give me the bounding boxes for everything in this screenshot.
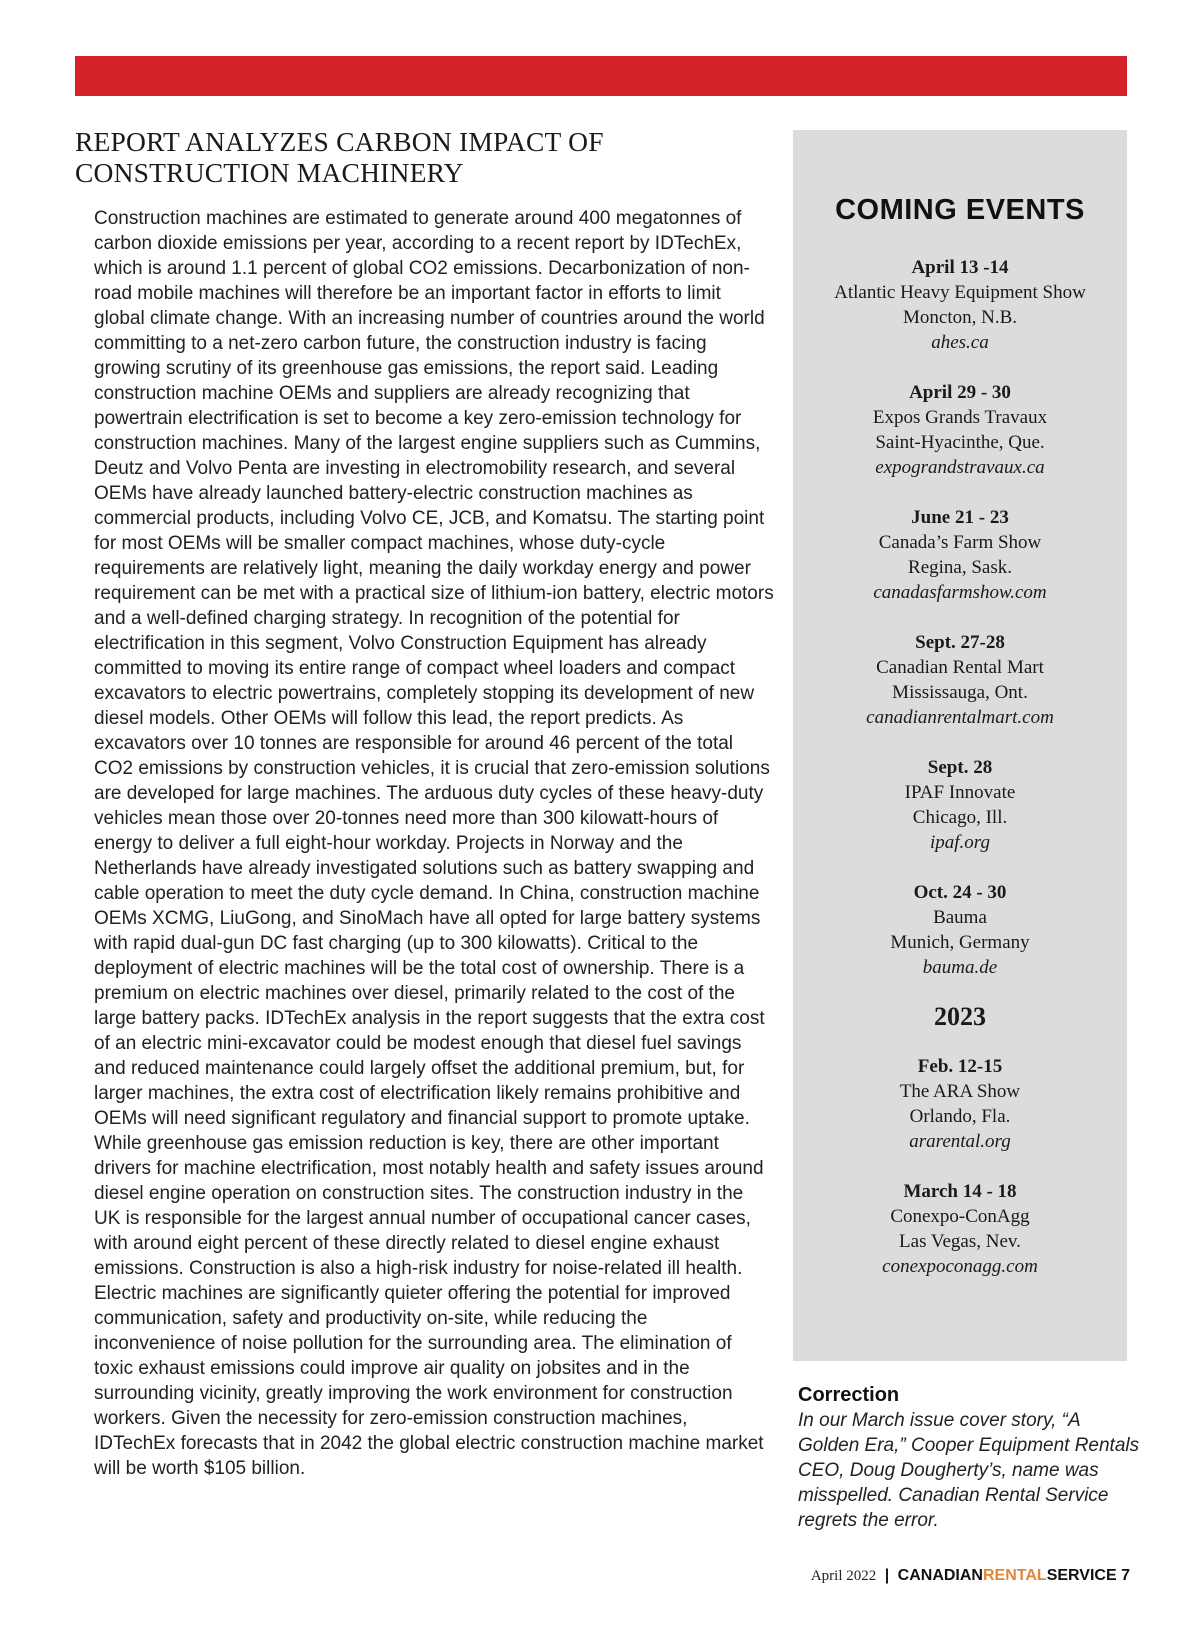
event-location: Chicago, Ill.: [912, 807, 1008, 828]
coming-events-title: COMING EVENTS: [835, 194, 1085, 226]
page-footer: [811, 1566, 1130, 1586]
event-date: Sept. 27-28: [915, 632, 1005, 653]
event-location: Mississauga, Ont.: [892, 682, 1028, 703]
event-name: Conexpo-ConAgg: [890, 1206, 1030, 1227]
event-website: expograndstravaux.ca: [875, 457, 1045, 478]
brand-service: SERVICE: [1046, 1567, 1117, 1584]
year-heading: 2023: [934, 1002, 986, 1031]
coming-events-sidebar: [793, 130, 1127, 1361]
event-name: Canadian Rental Mart: [876, 657, 1044, 678]
event-name: Atlantic Heavy Equipment Show: [834, 282, 1086, 303]
event-date: Feb. 12-15: [917, 1056, 1003, 1077]
article-body: Construction machines are estimated to generate around 400 megatonnes of carbon dioxide emissions per year, according to a recent report by IDTechEx, which is around 1.1 percent of global CO2 emissions. Decarbonization of non-road mobile machines will therefore be an important factor in efforts to limit global climate change. With an increasing number of countries around the world committing to a net-zero carbon future, the construction industry is facing growing scrutiny of its greenhouse gas emissions, the report said. Leading construction machine OEMs and suppliers are already recognizing that powertrain electrification is set to become a key zero-emission technology for construction machines. Many of the largest engine suppliers such as Cummins, Deutz and Volvo Penta are investing in electromobility research, and several OEMs have already launched battery-electric construction machines as commercial products, including Volvo CE, JCB, and Komatsu. The starting point for most OEMs will be smaller compact machines, whose duty-cycle requirements are relatively light, meaning the daily workday energy and power requirement can be met with a practical size of lithium-ion battery, electric motors and a well-defined charging strategy. In recognition of the potential for electrification in this segment, Volvo Construction Equipment has already committed to moving its entire range of compact wheel loaders and compact excavators to electric powertrains, completely stopping its development of new diesel models. Other OEMs will follow this lead, the report predicts. As excavators over 10 tonnes are responsible for around 46 percent of the total CO2 emissions by construction vehicles, it is crucial that zero-emission solutions are developed for large machines. The arduous duty cycles of these heavy-duty vehicles mean those over 20-tonnes need more than 300 kilowatt-hours of energy to deliver a full eight-hour workday. Projects in Norway and the Netherlands have already investigated solutions such as battery swapping and cable operation to meet the duty cycle demand. In China, construction machine OEMs XCMG, LiuGong, and SinoMach have all opted for large battery systems with rapid dual-gun DC fast charging (up to 300 kilowatts). Critical to the deployment of electric machines will be the total cost of ownership. There is a premium on electric machines over diesel, primarily related to the cost of the large battery packs. IDTechEx analysis in the report suggests that the extra cost of an electric mini-excavator could be modest enough that diesel fuel savings and reduced maintenance could largely offset the additional premium, but, for larger machines, the extra cost of electrification likely remains prohibitive and OEMs will need significant regulatory and financial support to promote uptake. While greenhouse gas emission reduction is key, there are other important drivers for machine electrification, most notably health and safety issues around diesel engine operation on construction sites. The construction industry in the UK is responsible for the largest annual number of occupational cancer cases, with around eight percent of these directly related to diesel engine exhaust emissions. Construction is also a high-risk industry for noise-related ill health. Electric machines are significantly quieter offering the potential for improved communication, safety and productivity on-site, while reducing the inconvenience of noise pollution for the surrounding area. The elimination of toxic exhaust emissions could improve air quality on jobsites and in the surrounding vicinity, greatly improving the work environment for construction workers. Given the necessity for zero-emission construction machines, IDTechEx forecasts that in 2042 the global electric construction machine market will be worth $105 billion.: [94, 208, 774, 1479]
events-list: [793, 255, 1127, 1279]
event-website: ararental.org: [909, 1131, 1011, 1152]
event-website: ipaf.org: [930, 832, 990, 853]
event-item: [793, 255, 1127, 355]
issue-date: April 2022: [810, 1568, 877, 1584]
brand-canadian: CANADIAN: [897, 1567, 983, 1584]
article-headline: REPORT ANALYZES CARBON IMPACT OF CONSTRUCTION MACHINERY: [75, 126, 604, 188]
correction-text: In our March issue cover story, “A Golden Era,” Cooper Equipment Rentals CEO, Doug Dougherty’s, name was misspelled. Canadian Rental Service regrets the error.: [798, 1410, 1140, 1531]
event-website: bauma.de: [922, 957, 998, 978]
event-location: Las Vegas, Nev.: [899, 1231, 1021, 1252]
event-item: [793, 505, 1127, 605]
publication-name: [898, 1567, 1117, 1584]
event-location: Orlando, Fla.: [909, 1106, 1011, 1127]
event-location: Regina, Sask.: [908, 557, 1012, 578]
event-website: conexpoconagg.com: [882, 1256, 1038, 1277]
event-location: Munich, Germany: [890, 932, 1030, 953]
event-location: Saint-Hyacinthe, Que.: [875, 432, 1045, 453]
correction-title: Correction: [798, 1384, 900, 1406]
event-date: Sept. 28: [927, 757, 993, 778]
event-date: April 29 - 30: [909, 382, 1011, 403]
header-red-bar: [75, 56, 1127, 96]
correction-notice: [798, 1383, 1143, 1533]
event-website: canadasfarmshow.com: [873, 582, 1047, 603]
event-item: [793, 1054, 1127, 1154]
page-number: 7: [1121, 1567, 1130, 1584]
event-name: Bauma: [933, 907, 987, 928]
event-item: [793, 880, 1127, 980]
event-date: Oct. 24 - 30: [913, 882, 1007, 903]
event-item: [793, 1179, 1127, 1279]
event-name: IPAF Innovate: [904, 782, 1016, 803]
event-date: April 13 -14: [911, 257, 1009, 278]
event-location: Moncton, N.B.: [903, 307, 1017, 328]
event-name: Canada’s Farm Show: [878, 532, 1042, 553]
brand-rental: RENTAL: [982, 1567, 1047, 1584]
event-date: June 21 - 23: [911, 507, 1009, 528]
event-name: The ARA Show: [899, 1081, 1021, 1102]
event-date: March 14 - 18: [903, 1181, 1017, 1202]
event-website: canadianrentalmart.com: [866, 707, 1054, 728]
event-website: ahes.ca: [931, 332, 989, 353]
event-item: [793, 380, 1127, 480]
event-item: [793, 755, 1127, 855]
event-name: Expos Grands Travaux: [872, 407, 1048, 428]
event-item: [793, 630, 1127, 730]
footer-separator: |: [884, 1567, 890, 1584]
